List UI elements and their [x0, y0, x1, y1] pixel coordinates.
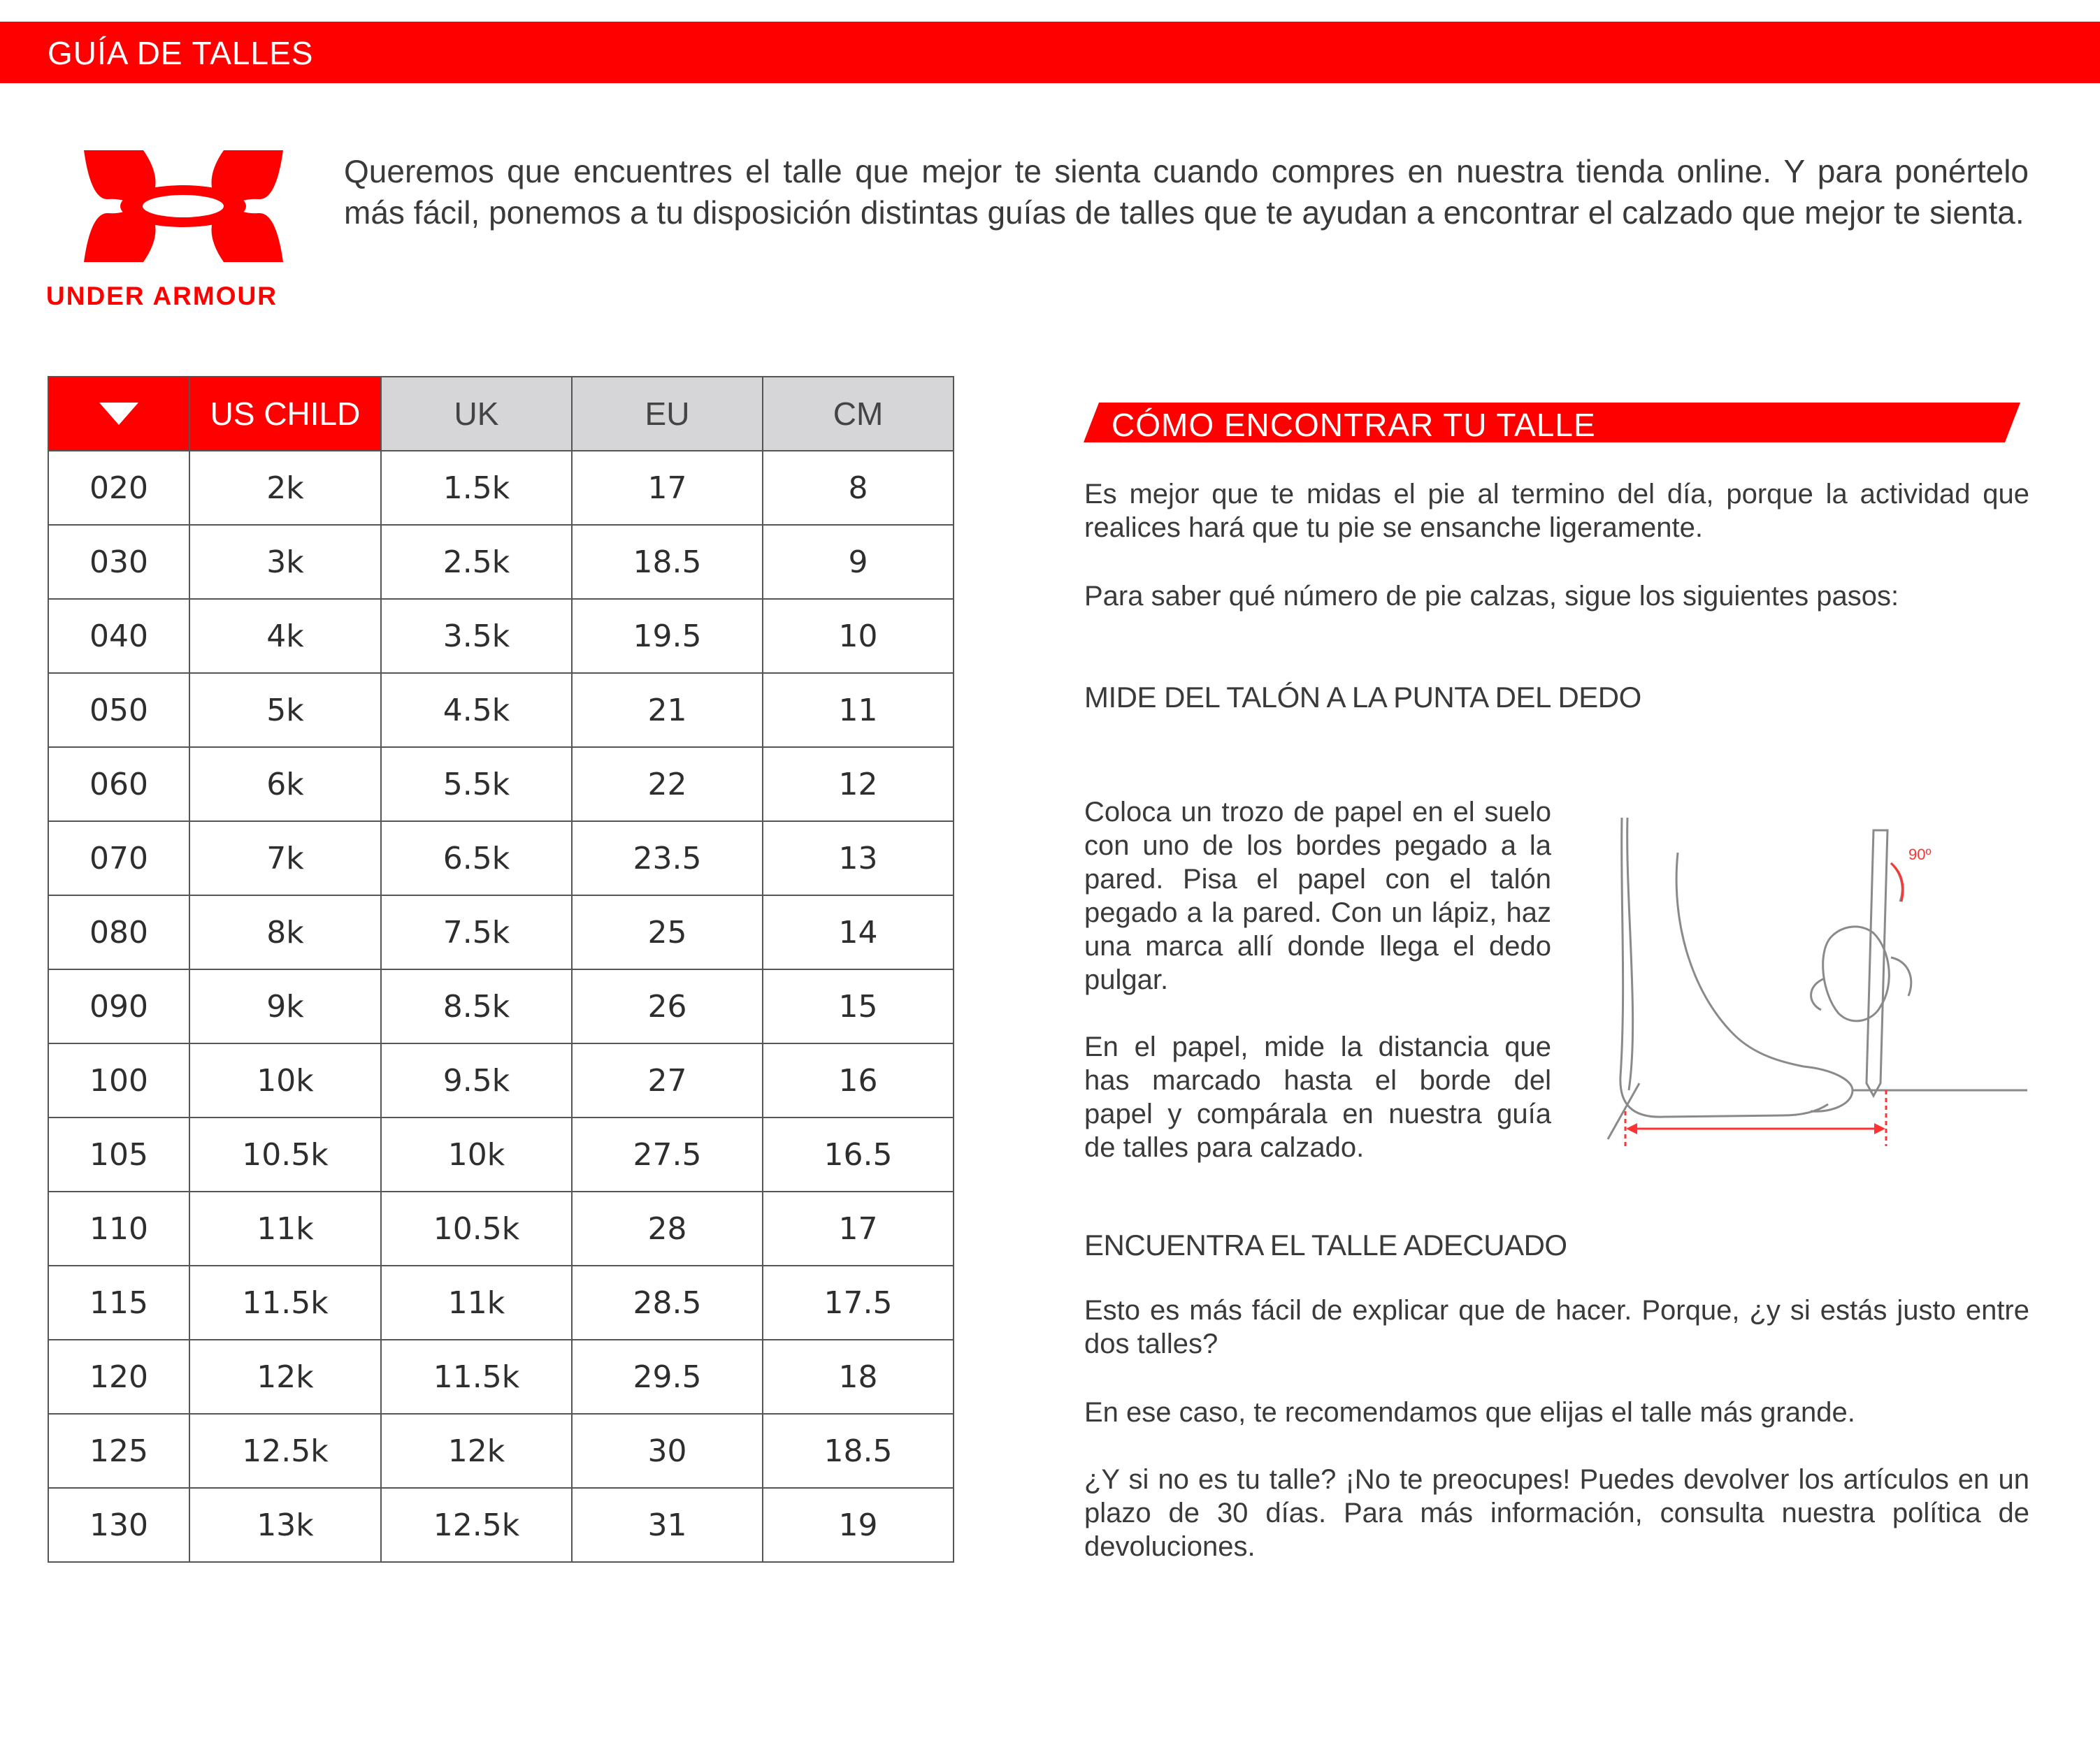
size-cell: 12.5k — [381, 1488, 572, 1562]
size-cell: 18.5 — [763, 1414, 954, 1488]
size-cell: 9k — [189, 969, 381, 1043]
fit-paragraph-1: Esto es más fácil de explicar que de hacer. Porque, ¿y si estás justo entre dos talles? — [1084, 1295, 2029, 1359]
size-code-cell: 110 — [48, 1192, 189, 1266]
size-cell: 26 — [572, 969, 763, 1043]
triangle-down-icon — [99, 403, 138, 425]
size-cell: 8k — [189, 895, 381, 969]
angle-label: 90º — [1908, 846, 1932, 863]
size-cell: 13 — [763, 821, 954, 895]
size-cell: 13k — [189, 1488, 381, 1562]
size-cell: 11k — [381, 1266, 572, 1340]
size-cell: 10 — [763, 599, 954, 673]
size-cell: 18.5 — [572, 525, 763, 599]
table-row — [48, 1488, 954, 1562]
size-cell: 10k — [189, 1043, 381, 1118]
size-cell: 2k — [189, 451, 381, 525]
measure-heading: MIDE DEL TALÓN A LA PUNTA DEL DEDO — [1084, 681, 1641, 714]
size-code-cell: 060 — [48, 747, 189, 821]
size-cell: 2.5k — [381, 525, 572, 599]
table-row — [48, 821, 954, 895]
size-cell: 15 — [763, 969, 954, 1043]
size-cell: 6.5k — [381, 821, 572, 895]
size-cell: 28.5 — [572, 1266, 763, 1340]
size-cell: 16.5 — [763, 1118, 954, 1192]
size-cell: 17.5 — [763, 1266, 954, 1340]
size-cell: 23.5 — [572, 821, 763, 895]
fit-paragraph-2: En ese caso, te recomendamos que elijas el talle más grande. — [1084, 1397, 1855, 1428]
table-row — [48, 1340, 954, 1414]
size-cell: 7.5k — [381, 895, 572, 969]
size-cell: 4k — [189, 599, 381, 673]
size-cell: 10.5k — [189, 1118, 381, 1192]
size-cell: 1.5k — [381, 451, 572, 525]
column-header: EU — [572, 377, 763, 451]
measure-paragraph-2: En el papel, mide la distancia que has marcado hasta el borde del papel y compárala en nuestra guía de talles para calzado. — [1084, 1032, 1551, 1163]
size-cell: 19 — [763, 1488, 954, 1562]
page-title: GUÍA DE TALLES — [48, 35, 314, 71]
table-row — [48, 451, 954, 525]
size-cell: 5k — [189, 673, 381, 747]
size-cell: 17 — [572, 451, 763, 525]
size-code-cell: 125 — [48, 1414, 189, 1488]
size-cell: 29.5 — [572, 1340, 763, 1414]
size-code-cell: 050 — [48, 673, 189, 747]
foot-measure-illustration-icon — [1573, 811, 2027, 1146]
size-cell: 18 — [763, 1340, 954, 1414]
column-header: US CHILD — [189, 377, 381, 451]
table-row — [48, 599, 954, 673]
size-code-cell: 080 — [48, 895, 189, 969]
size-code-cell: 020 — [48, 451, 189, 525]
intro-text: Queremos que encuentres el talle que mejor te sienta cuando compres en nuestra tienda online. Y para ponértelo más fácil, ponemos a tu disposición distintas guías de talles que te ayudan a encontrar el calzado que mejor te sienta. — [344, 153, 2029, 231]
size-code-cell: 030 — [48, 525, 189, 599]
size-cell: 12k — [381, 1414, 572, 1488]
size-code-cell: 115 — [48, 1266, 189, 1340]
size-cell: 7k — [189, 821, 381, 895]
size-cell: 28 — [572, 1192, 763, 1266]
size-code-cell: 105 — [48, 1118, 189, 1192]
size-cell: 12 — [763, 747, 954, 821]
size-cell: 30 — [572, 1414, 763, 1488]
size-code-cell: 070 — [48, 821, 189, 895]
sort-toggle[interactable] — [48, 377, 189, 451]
size-code-cell: 120 — [48, 1340, 189, 1414]
table-row — [48, 1266, 954, 1340]
size-cell: 3.5k — [381, 599, 572, 673]
size-code-cell: 090 — [48, 969, 189, 1043]
size-cell: 11.5k — [189, 1266, 381, 1340]
table-row — [48, 1192, 954, 1266]
size-cell: 31 — [572, 1488, 763, 1562]
size-cell: 9.5k — [381, 1043, 572, 1118]
size-cell: 10.5k — [381, 1192, 572, 1266]
table-row — [48, 747, 954, 821]
size-table — [48, 376, 954, 1563]
table-row — [48, 1118, 954, 1192]
size-cell: 3k — [189, 525, 381, 599]
size-code-cell: 100 — [48, 1043, 189, 1118]
table-row — [48, 895, 954, 969]
size-cell: 8.5k — [381, 969, 572, 1043]
size-cell: 12k — [189, 1340, 381, 1414]
size-cell: 9 — [763, 525, 954, 599]
measure-paragraph-1: Coloca un trozo de papel en el suelo con uno de los bordes pegado a la pared. Pisa el papel con el talón pegado a la pared. Con un lápiz, haz una marca allí donde llega el dedo pulgar. — [1084, 797, 1551, 995]
size-cell: 11k — [189, 1192, 381, 1266]
size-cell: 6k — [189, 747, 381, 821]
intro-paragraph: Es mejor que te midas el pie al termino del día, porque la actividad que realices hará que tu pie se ensanche ligeramente. — [1084, 479, 2029, 543]
size-cell: 27.5 — [572, 1118, 763, 1192]
size-cell: 21 — [572, 673, 763, 747]
table-row — [48, 525, 954, 599]
fit-paragraph-3: ¿Y si no es tu talle? ¡No te preocupes! Puedes devolver los artículos en un plazo de 30 días. Para más información, consulta nuestra política de devoluciones. — [1084, 1464, 2029, 1562]
column-header: UK — [381, 377, 572, 451]
table-row — [48, 969, 954, 1043]
size-cell: 17 — [763, 1192, 954, 1266]
brand-wordmark: UNDER ARMOUR — [46, 282, 278, 310]
size-cell: 8 — [763, 451, 954, 525]
size-cell: 14 — [763, 895, 954, 969]
size-cell: 25 — [572, 895, 763, 969]
size-table-body — [48, 451, 954, 1562]
table-row — [48, 1414, 954, 1488]
size-cell: 11.5k — [381, 1340, 572, 1414]
fit-heading: ENCUENTRA EL TALLE ADECUADO — [1084, 1229, 1567, 1261]
size-cell: 12.5k — [189, 1414, 381, 1488]
size-cell: 5.5k — [381, 747, 572, 821]
size-code-cell: 040 — [48, 599, 189, 673]
table-row — [48, 673, 954, 747]
section-title: CÓMO ENCONTRAR TU TALLE — [1112, 407, 1596, 443]
steps-paragraph: Para saber qué número de pie calzas, sigue los siguientes pasos: — [1084, 581, 1899, 612]
size-code-cell: 130 — [48, 1488, 189, 1562]
size-cell: 19.5 — [572, 599, 763, 673]
size-cell: 27 — [572, 1043, 763, 1118]
size-cell: 10k — [381, 1118, 572, 1192]
size-cell: 16 — [763, 1043, 954, 1118]
table-header-row — [48, 377, 954, 451]
header-bar — [0, 22, 2100, 83]
table-row — [48, 1043, 954, 1118]
column-header: CM — [763, 377, 954, 451]
size-cell: 22 — [572, 747, 763, 821]
size-cell: 11 — [763, 673, 954, 747]
size-cell: 4.5k — [381, 673, 572, 747]
